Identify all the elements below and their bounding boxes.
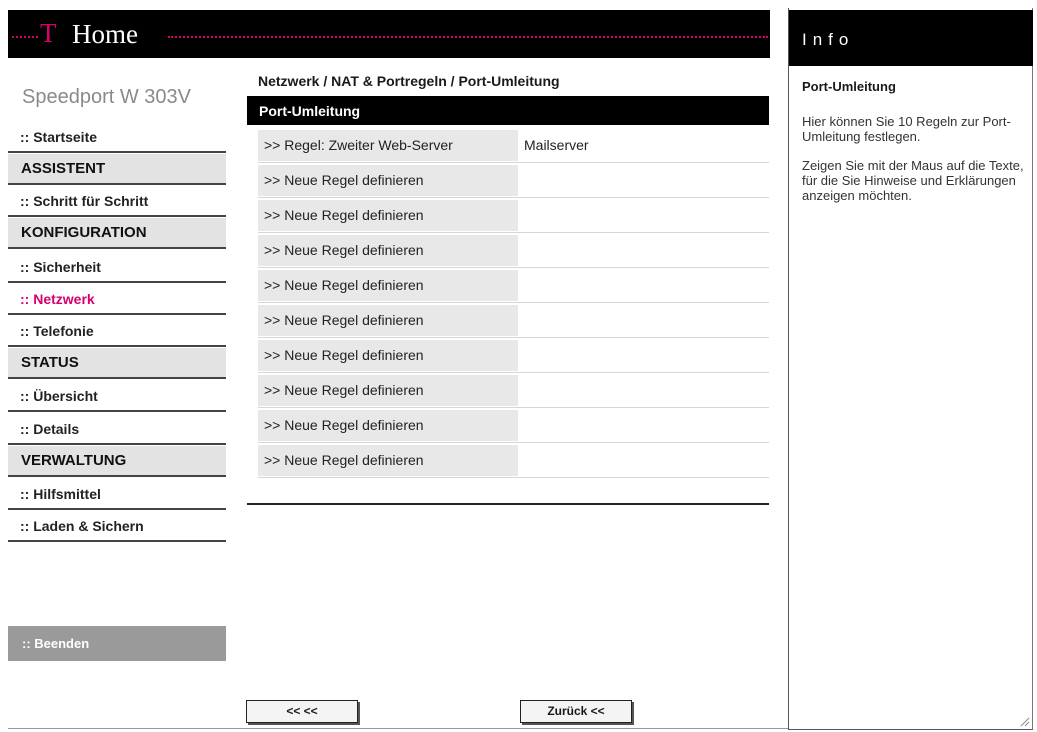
sidebar-item-netzwerk[interactable]: :: Netzwerk (8, 284, 226, 315)
section-title: Port-Umleitung (259, 103, 361, 119)
rule-link[interactable]: >> Neue Regel definieren (258, 235, 518, 266)
header-dots-left (12, 36, 38, 38)
sidebar-item-laden-sichern[interactable]: :: Laden & Sichern (8, 511, 226, 542)
rule-link[interactable]: >> Neue Regel definieren (258, 445, 518, 476)
device-brand: Speedport W 303V (22, 86, 191, 108)
sidebar-section-verwaltung[interactable]: VERWALTUNG (8, 446, 226, 477)
resize-grip-icon[interactable] (1018, 715, 1030, 727)
rule-link[interactable]: >> Neue Regel definieren (258, 375, 518, 406)
sidebar-item-uebersicht[interactable]: :: Übersicht (8, 381, 226, 412)
breadcrumb: Netzwerk / NAT & Portregeln / Port-Umleitung (258, 73, 560, 89)
rule-row (258, 443, 769, 478)
rule-row (258, 408, 769, 443)
sidebar-item-telefonie[interactable]: :: Telefonie (8, 316, 226, 347)
header-bar (8, 10, 770, 58)
sidebar-section-konfiguration[interactable]: KONFIGURATION (8, 218, 226, 249)
header-dots-right (168, 36, 768, 38)
back-button[interactable]: Zurück << (520, 700, 632, 723)
rule-row (258, 268, 769, 303)
rule-row (258, 303, 769, 338)
sidebar-item-details[interactable]: :: Details (8, 414, 226, 445)
sidebar-item-startseite[interactable]: :: Startseite (8, 122, 226, 153)
sidebar-item-schritt-fuer-schritt[interactable]: :: Schritt für Schritt (8, 186, 226, 217)
info-paragraph: Hier können Sie 10 Regeln zur Port-Umleitung festlegen. (802, 114, 1011, 144)
telekom-logo[interactable]: T (40, 18, 57, 48)
info-heading: Info (802, 30, 855, 49)
rule-row (258, 233, 769, 268)
rule-value: Mailserver (524, 137, 589, 153)
rule-row (258, 373, 769, 408)
rule-link[interactable]: >> Neue Regel definieren (258, 270, 518, 301)
header-title[interactable]: Home (72, 19, 138, 49)
info-paragraph: Zeigen Sie mit der Maus auf die Texte, für die Sie Hinweise und Erklärungen anzeigen möchten. (802, 158, 1024, 203)
sidebar-section-assistent[interactable]: ASSISTENT (8, 154, 226, 185)
rule-link[interactable]: >> Neue Regel definieren (258, 165, 518, 196)
rule-row (258, 163, 769, 198)
rule-link[interactable]: >> Regel: Zweiter Web-Server (258, 130, 518, 161)
rule-link[interactable]: >> Neue Regel definieren (258, 340, 518, 371)
sidebar-item-sicherheit[interactable]: :: Sicherheit (8, 252, 226, 283)
sidebar-section-status[interactable]: STATUS (8, 348, 226, 379)
rule-row (258, 198, 769, 233)
sidebar-item-hilfsmittel[interactable]: :: Hilfsmittel (8, 479, 226, 510)
section-title-bar (247, 96, 769, 125)
prev-button[interactable]: << << (246, 700, 358, 723)
rule-link[interactable]: >> Neue Regel definieren (258, 410, 518, 441)
content-divider (247, 503, 769, 505)
page-bottom-line (8, 728, 788, 729)
rule-link[interactable]: >> Neue Regel definieren (258, 305, 518, 336)
info-panel (788, 8, 1033, 730)
rule-row (258, 128, 769, 163)
rule-row (258, 338, 769, 373)
info-title: Port-Umleitung (802, 79, 896, 94)
rule-link[interactable]: >> Neue Regel definieren (258, 200, 518, 231)
logout-button[interactable]: :: Beenden (8, 626, 226, 661)
info-header (789, 10, 1033, 66)
